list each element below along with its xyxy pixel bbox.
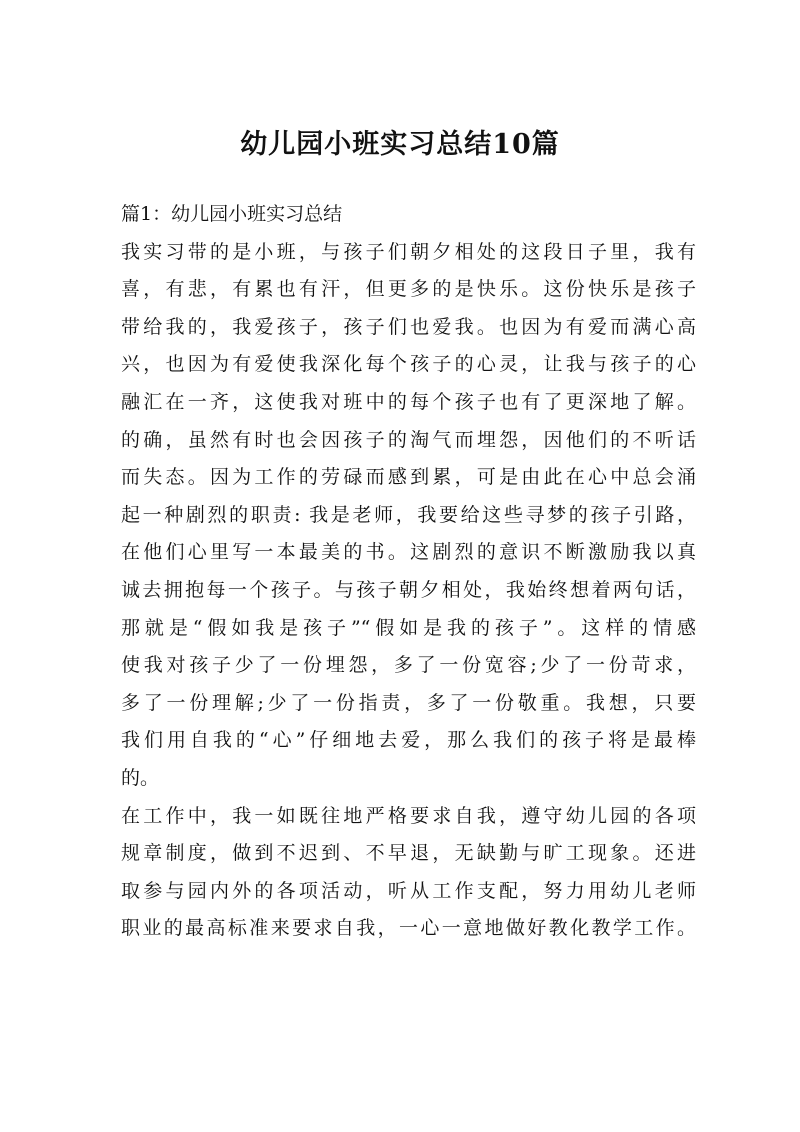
text-line: 我实习带的是小班，与孩子们朝夕相处的这段日子里，我有 xyxy=(121,240,696,263)
text-line: 在工作中，我一如既往地严格要求自我，遵守幼儿园的各项 xyxy=(121,804,696,827)
text-line: 的确，虽然有时也会因孩子的淘气而埋怨，因他们的不听话 xyxy=(121,428,696,451)
text-line: 取参与园内外的各项活动，听从工作支配，努力用幼儿老师 xyxy=(121,879,696,902)
text-line: 喜，有悲，有累也有汗，但更多的是快乐。这份快乐是孩子 xyxy=(121,278,696,301)
text-line: 融汇在一齐，这使我对班中的每个孩子也有了更深地了解。 xyxy=(121,390,696,413)
text-line: 在他们心里写一本最美的书。这剧烈的意识不断激励我以真 xyxy=(121,541,696,564)
text-line: 我们用自我的“心”仔细地去爱，那么我们的孩子将是最棒 xyxy=(121,729,696,752)
text-line: 规章制度，做到不迟到、不早退，无缺勤与旷工现象。还进 xyxy=(121,842,696,865)
section-heading: 篇1：幼儿园小班实习总结 xyxy=(121,203,343,225)
text-line: 的。 xyxy=(121,766,160,789)
document-body xyxy=(121,196,696,948)
text-line: 使我对孩子少了一份埋怨，多了一份宽容;少了一份苛求， xyxy=(121,654,696,677)
document-title: 幼儿园小班实习总结10篇 xyxy=(240,129,560,160)
text-line: 带给我的，我爱孩子，孩子们也爱我。也因为有爱而满心高 xyxy=(121,315,696,338)
text-line: 而失态。因为工作的劳碌而感到累，可是由此在心中总会涌 xyxy=(121,466,696,489)
text-line: 职业的最高标准来要求自我，一心一意地做好教化教学工作。 xyxy=(121,917,696,940)
text-line: 兴，也因为有爱使我深化每个孩子的心灵，让我与孩子的心 xyxy=(121,353,696,376)
text-line: 起一种剧烈的职责: 我是老师，我要给这些寻梦的孩子引路， xyxy=(121,503,696,526)
text-line: 那就是“假如我是孩子”“假如是我的孩子”。这样的情感 xyxy=(121,616,696,639)
text-line: 诚去拥抱每一个孩子。与孩子朝夕相处，我始终想着两句话， xyxy=(121,578,696,601)
text-line: 多了一份理解;少了一份指责，多了一份敬重。我想，只要 xyxy=(121,691,696,714)
